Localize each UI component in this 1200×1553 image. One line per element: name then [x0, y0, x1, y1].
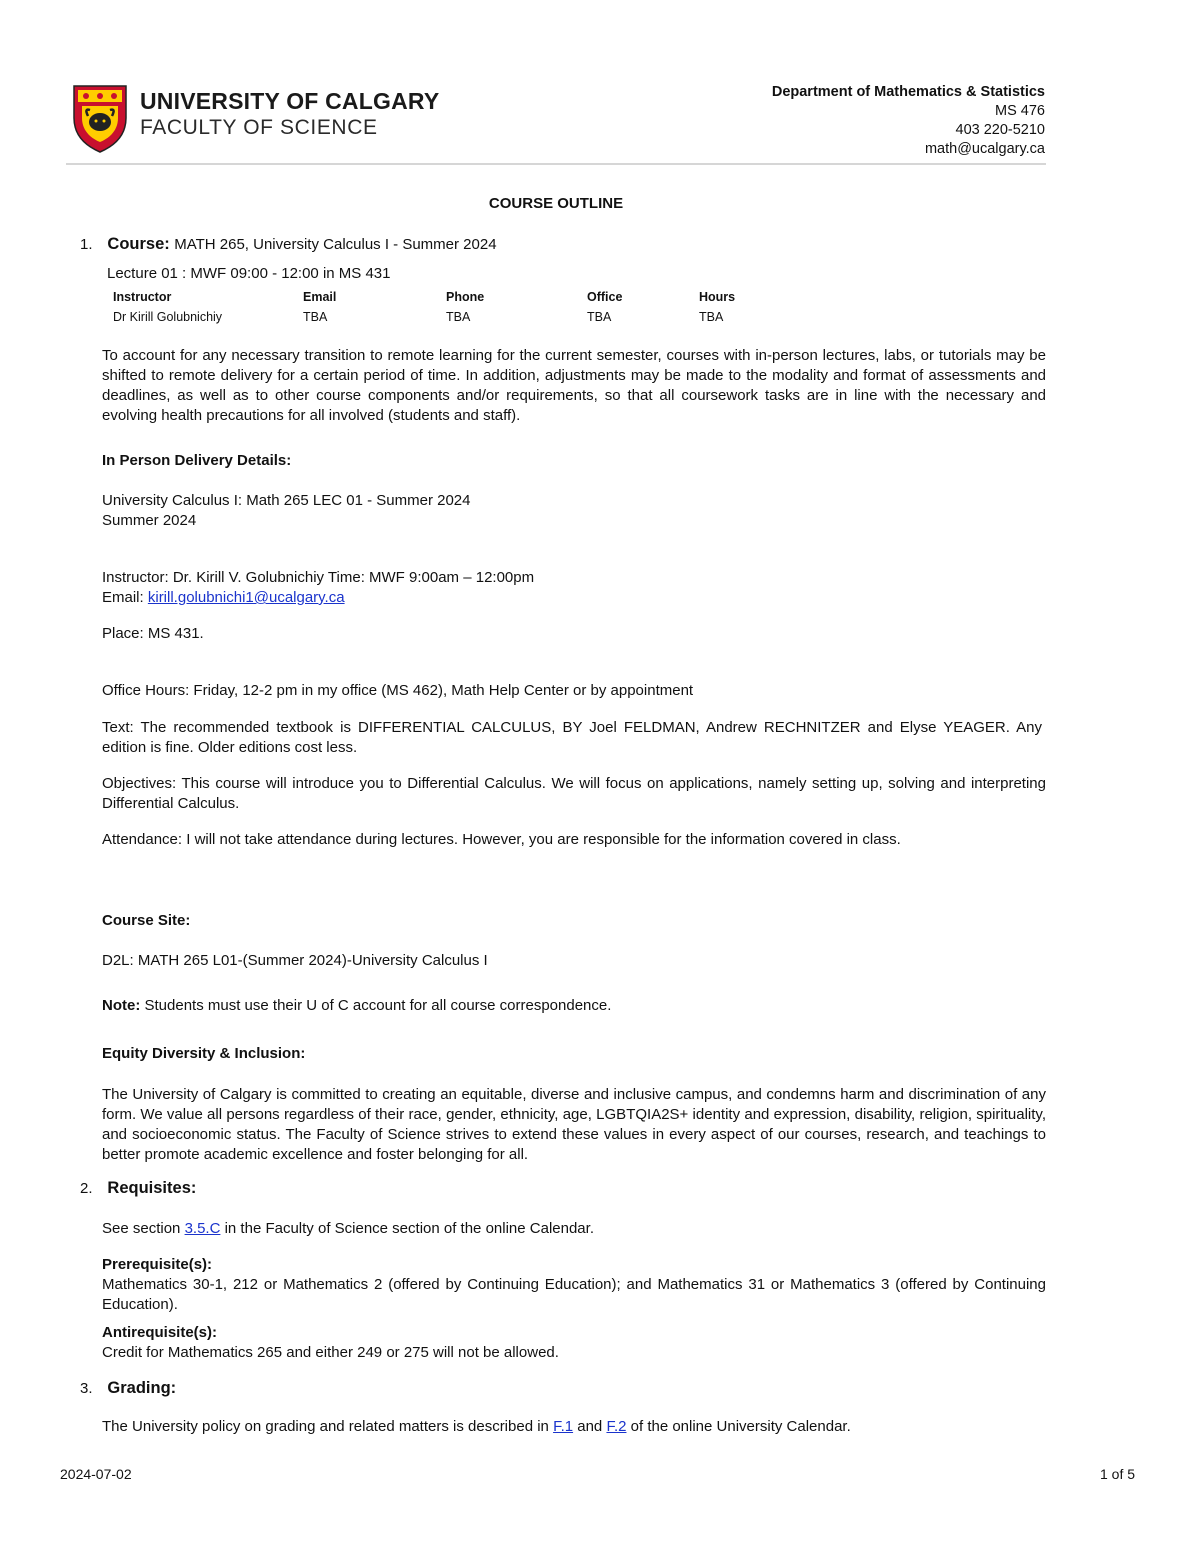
edi-heading: Equity Diversity & Inclusion:: [102, 1045, 306, 1062]
course-name: MATH 265, University Calculus I - Summer 2024: [174, 236, 497, 253]
prerequisites-text: Mathematics 30-1, 212 or Mathematics 2 (offered by Continuing Education); and Mathematics 31 or Mathematics 3 (offered by Continuing Education).: [102, 1276, 1046, 1313]
instructor-line: Instructor: Dr. Kirill V. Golubnichiy Time: MWF 9:00am – 12:00pm: [102, 569, 535, 586]
note-text: Students must use their U of C account for all course correspondence.: [144, 997, 612, 1014]
table-cell: Dr Kirill Golubnichiy: [113, 310, 223, 324]
section-number: 3.: [80, 1380, 93, 1397]
header-divider: [66, 163, 1046, 165]
department-email: math@ucalgary.ca: [924, 141, 1045, 157]
term-line: Summer 2024: [102, 512, 197, 529]
grading-policy-line: [102, 1417, 851, 1437]
section-number: 2.: [80, 1180, 93, 1197]
lecture-info: Lecture 01 : MWF 09:00 - 12:00 in MS 431: [107, 265, 391, 282]
section-course-heading: [80, 235, 497, 254]
table-cell: TBA: [446, 310, 471, 324]
column-header: Hours: [699, 290, 736, 304]
instructor-email-line: [102, 588, 345, 608]
section-requisites-heading: [80, 1179, 196, 1198]
column-header: Instructor: [113, 290, 172, 304]
section-title: Requisites:: [107, 1179, 197, 1197]
grading-policy-text: The University policy on grading and related matters is described in: [102, 1418, 549, 1435]
course-line: University Calculus I: Math 265 LEC 01 - Summer 2024: [102, 492, 471, 509]
edi-paragraph: The University of Calgary is committed to creating an equitable, diverse and inclusive campus, and condemns harm and discrimination of any form. We value all persons regardless of their race, gender, ethnicity, age, LGBTQIA2S+ identity and expression, disability, religion, spirituality, and socioeconomic status. The Faculty of Science strives to extend these values in every aspect of our courses, research, and teachings to better promote academic excellence and foster belonging for all.: [102, 1086, 1046, 1163]
textbook-paragraph: Text: The recommended textbook is DIFFERENTIAL CALCULUS, BY Joel FELDMAN, Andrew RECHNITZER and Elyse YEAGER. Any edition is fine. Older editions cost less.: [102, 719, 1042, 756]
table-cell: TBA: [303, 310, 328, 324]
section-title: Grading:: [107, 1379, 177, 1397]
university-logo: [72, 84, 472, 154]
requisites-see-line: [102, 1219, 594, 1239]
calendar-f1-link[interactable]: F.1: [553, 1418, 574, 1435]
prerequisites-heading: Prerequisite(s):: [102, 1256, 213, 1273]
table-row: [113, 307, 759, 327]
table-cell: TBA: [699, 310, 724, 324]
university-crest-icon: [72, 84, 128, 154]
see-section-suffix: in the Faculty of Science section of the online Calendar.: [224, 1220, 594, 1237]
d2l-line: D2L: MATH 265 L01-(Summer 2024)-University Calculus I: [102, 952, 488, 969]
section-number: 1.: [80, 236, 93, 253]
in-person-heading: In Person Delivery Details:: [102, 452, 292, 469]
office-hours-line: Office Hours: Friday, 12-2 pm in my office (MS 462), Math Help Center or by appointment: [102, 682, 694, 699]
instructor-email-link[interactable]: kirill.golubnichi1@ucalgary.ca: [147, 589, 345, 606]
grading-and-text: and: [577, 1418, 603, 1435]
remote-learning-note: To account for any necessary transition to remote learning for the current semester, courses with in-person lectures, labs, or tutorials may be shifted to remote delivery for a certain period of time. In addition, adjustments may be made to the modality and format of assessments and deadlines, as well as to other course components and/or requirements, so that all coursework tasks are in line with the necessary and evolving health precautions for all involved (students and staff).: [102, 347, 1046, 424]
section-title: Course:: [107, 235, 170, 253]
table-header-row: [113, 287, 759, 307]
antirequisites-text: Credit for Mathematics 265 and either 249 or 275 will not be allowed.: [102, 1344, 559, 1361]
department-phone: 403 220-5210: [955, 122, 1045, 138]
page-number: 1 of 5: [1100, 1466, 1136, 1482]
calendar-f2-link[interactable]: F.2: [606, 1418, 627, 1435]
instructor-table: [113, 287, 759, 327]
column-header: Phone: [446, 290, 485, 304]
column-header: Office: [587, 290, 623, 304]
see-section-text: See section: [102, 1220, 181, 1237]
department-name: Department of Mathematics & Statistics: [771, 84, 1045, 100]
department-office: MS 476: [995, 103, 1045, 119]
section-grading-heading: [80, 1379, 176, 1398]
antirequisites-heading: Antirequisite(s):: [102, 1324, 218, 1341]
table-cell: TBA: [587, 310, 612, 324]
footer-date: 2024-07-02: [60, 1466, 132, 1482]
department-contact: [772, 83, 1045, 159]
grading-policy-suffix: of the online University Calendar.: [630, 1418, 851, 1435]
attendance-paragraph: Attendance: I will not take attendance during lectures. However, you are responsible for the information covered in class.: [102, 831, 901, 848]
note-label: Note:: [102, 997, 141, 1014]
university-name: UNIVERSITY OF CALGARY: [140, 88, 440, 114]
page-title: COURSE OUTLINE: [488, 195, 624, 212]
course-site-heading: Course Site:: [102, 912, 191, 929]
objectives-paragraph: Objectives: This course will introduce you to Differential Calculus. We will focus on applications, namely setting up, solving and interpreting Differential Calculus.: [102, 775, 1046, 812]
section-3-5-c-link[interactable]: 3.5.C: [184, 1220, 221, 1237]
faculty-name: FACULTY OF SCIENCE: [140, 116, 378, 139]
place-line: Place: MS 431.: [102, 625, 204, 642]
email-label: Email:: [102, 589, 144, 606]
note-line: [102, 996, 611, 1016]
column-header: Email: [303, 290, 337, 304]
